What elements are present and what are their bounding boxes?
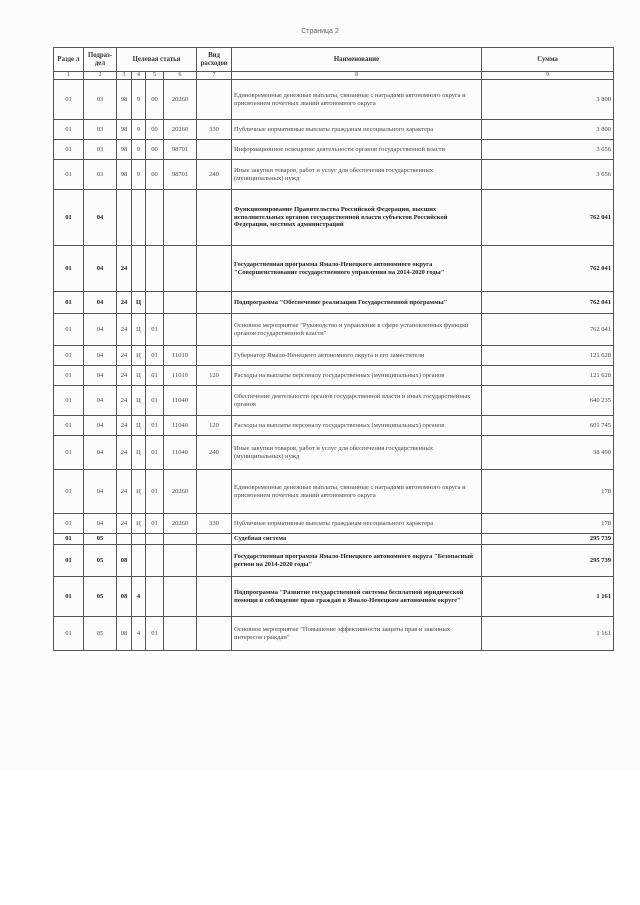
- cell-sum: 178: [482, 514, 614, 534]
- cell-direction: 20260: [164, 470, 197, 514]
- cell-podrazdel: 04: [84, 314, 117, 346]
- cell-expense-type: [197, 386, 232, 416]
- cell-expense-type: [197, 617, 232, 651]
- cell-name: Иные закупки товаров, работ и услуг для обеспечения государственных (муниципальных) нужд: [232, 160, 482, 190]
- cell-sum: 121 628: [482, 366, 614, 386]
- cell-sum: 3 656: [482, 160, 614, 190]
- cell-razdel: 01: [54, 190, 84, 246]
- header-podrazdel: Подраз- дел: [84, 48, 117, 72]
- cell-program: 08: [117, 545, 132, 577]
- cell-sum: 3 800: [482, 80, 614, 120]
- cell-razdel: 01: [54, 292, 84, 314]
- cell-sum: 601 745: [482, 416, 614, 436]
- header-name: Наименование: [232, 48, 482, 72]
- cell-expense-type: [197, 577, 232, 617]
- cell-program: 24: [117, 366, 132, 386]
- cell-razdel: 01: [54, 246, 84, 292]
- cell-subprogram: 9: [132, 80, 146, 120]
- cell-program: 24: [117, 346, 132, 366]
- cell-name: Публичные нормативные выплаты гражданам несоциального характера: [232, 514, 482, 534]
- cell-program: 08: [117, 617, 132, 651]
- cell-program: 24: [117, 416, 132, 436]
- cell-expense-type: 240: [197, 436, 232, 470]
- cell-podrazdel: 03: [84, 160, 117, 190]
- cell-sum: 3 656: [482, 140, 614, 160]
- cell-event: 00: [146, 80, 164, 120]
- cell-event: [146, 246, 164, 292]
- cell-expense-type: [197, 346, 232, 366]
- col-number: 7: [197, 72, 232, 80]
- col-number: 5: [146, 72, 164, 80]
- cell-program: 24: [117, 514, 132, 534]
- cell-razdel: 01: [54, 617, 84, 651]
- cell-razdel: 01: [54, 120, 84, 140]
- cell-event: 01: [146, 314, 164, 346]
- cell-program: 98: [117, 140, 132, 160]
- cell-event: [146, 534, 164, 545]
- cell-razdel: 01: [54, 514, 84, 534]
- cell-program: 98: [117, 80, 132, 120]
- cell-podrazdel: 04: [84, 190, 117, 246]
- cell-expense-type: 120: [197, 416, 232, 436]
- cell-program: 24: [117, 314, 132, 346]
- cell-direction: [164, 246, 197, 292]
- table-row: [54, 577, 614, 617]
- cell-direction: 98701: [164, 140, 197, 160]
- col-number: 2: [84, 72, 117, 80]
- cell-direction: [164, 617, 197, 651]
- cell-razdel: 01: [54, 346, 84, 366]
- cell-expense-type: [197, 314, 232, 346]
- col-number: 6: [164, 72, 197, 80]
- cell-sum: 178: [482, 470, 614, 514]
- cell-podrazdel: 03: [84, 80, 117, 120]
- cell-subprogram: Ц: [132, 366, 146, 386]
- cell-event: 00: [146, 160, 164, 190]
- table-row: [54, 416, 614, 436]
- cell-podrazdel: 03: [84, 120, 117, 140]
- cell-subprogram: 9: [132, 120, 146, 140]
- cell-name: Государственная программа Ямало-Ненецкого автономного округа "Безопасный регион на 2014-2020 годы": [232, 545, 482, 577]
- cell-program: [117, 190, 132, 246]
- cell-expense-type: 240: [197, 160, 232, 190]
- cell-subprogram: [132, 246, 146, 292]
- cell-direction: 11010: [164, 366, 197, 386]
- table-row: [54, 436, 614, 470]
- cell-name: Расходы на выплаты персоналу государственных (муниципальных) органов: [232, 416, 482, 436]
- cell-direction: [164, 577, 197, 617]
- cell-expense-type: 330: [197, 514, 232, 534]
- cell-podrazdel: 04: [84, 246, 117, 292]
- cell-subprogram: [132, 534, 146, 545]
- header-target-article: Целевая статья: [117, 48, 197, 72]
- cell-expense-type: [197, 190, 232, 246]
- cell-sum: 38 490: [482, 436, 614, 470]
- cell-expense-type: [197, 80, 232, 120]
- cell-podrazdel: 05: [84, 534, 117, 545]
- cell-expense-type: 120: [197, 366, 232, 386]
- cell-razdel: 01: [54, 140, 84, 160]
- cell-event: [146, 292, 164, 314]
- cell-podrazdel: 04: [84, 514, 117, 534]
- table-row: [54, 617, 614, 651]
- table-row: [54, 190, 614, 246]
- cell-direction: 20260: [164, 514, 197, 534]
- cell-name: Основное мероприятие "Руководство и управление в сфере установленных функций органов государственной власти": [232, 314, 482, 346]
- col-number: 1: [54, 72, 84, 80]
- table-row: [54, 514, 614, 534]
- cell-direction: [164, 314, 197, 346]
- cell-expense-type: [197, 545, 232, 577]
- cell-razdel: 01: [54, 80, 84, 120]
- table-row: [54, 386, 614, 416]
- cell-name: Подпрограмма "Обеспечение реализации Государственной программы": [232, 292, 482, 314]
- cell-name: Единовременные денежные выплаты, связанные с наградами автономного округа и присвоением почетных званий автономного округа: [232, 470, 482, 514]
- column-number-row: [54, 72, 614, 80]
- cell-direction: [164, 190, 197, 246]
- cell-event: 00: [146, 140, 164, 160]
- cell-subprogram: Ц: [132, 314, 146, 346]
- cell-razdel: 01: [54, 160, 84, 190]
- cell-direction: [164, 292, 197, 314]
- cell-sum: 1 161: [482, 577, 614, 617]
- table-row: [54, 140, 614, 160]
- cell-podrazdel: 05: [84, 577, 117, 617]
- cell-direction: 98701: [164, 160, 197, 190]
- cell-expense-type: [197, 246, 232, 292]
- cell-direction: 11010: [164, 346, 197, 366]
- page-number-label: Страница 2: [301, 28, 339, 35]
- cell-direction: [164, 545, 197, 577]
- cell-event: 01: [146, 470, 164, 514]
- col-number: 9: [482, 72, 614, 80]
- cell-event: 01: [146, 386, 164, 416]
- cell-event: 01: [146, 366, 164, 386]
- table-row: [54, 346, 614, 366]
- cell-podrazdel: 04: [84, 366, 117, 386]
- cell-sum: 762 041: [482, 246, 614, 292]
- cell-event: 01: [146, 346, 164, 366]
- cell-expense-type: [197, 470, 232, 514]
- cell-event: 00: [146, 120, 164, 140]
- cell-name: Единовременные денежные выплаты, связанные с наградами автономного округа и присвоением почетных званий автономного округа: [232, 80, 482, 120]
- cell-razdel: 01: [54, 545, 84, 577]
- cell-sum: 640 235: [482, 386, 614, 416]
- cell-expense-type: [197, 292, 232, 314]
- cell-subprogram: Ц: [132, 514, 146, 534]
- cell-name: Судебная система: [232, 534, 482, 545]
- cell-podrazdel: 04: [84, 292, 117, 314]
- col-number: 3: [117, 72, 132, 80]
- table-row: [54, 80, 614, 120]
- cell-event: [146, 577, 164, 617]
- header-expense-type: Вид расходов: [197, 48, 232, 72]
- cell-program: 24: [117, 436, 132, 470]
- table-row: [54, 246, 614, 292]
- cell-podrazdel: 04: [84, 386, 117, 416]
- cell-razdel: 01: [54, 314, 84, 346]
- cell-sum: 762 041: [482, 190, 614, 246]
- cell-subprogram: Ц: [132, 470, 146, 514]
- cell-subprogram: [132, 545, 146, 577]
- cell-sum: 295 739: [482, 545, 614, 577]
- cell-name: Функционирование Правительства Российской Федерации, высших исполнительных органов государственной власти субъектов Российской Федерации, местных администраций: [232, 190, 482, 246]
- cell-podrazdel: 04: [84, 436, 117, 470]
- cell-name: Информационное освещение деятельности органов государственной власти: [232, 140, 482, 160]
- table-row: [54, 534, 614, 545]
- cell-direction: 11040: [164, 416, 197, 436]
- table-row: [54, 545, 614, 577]
- table-row: [54, 314, 614, 346]
- cell-subprogram: 4: [132, 617, 146, 651]
- col-number: 4: [132, 72, 146, 80]
- cell-sum: 121 628: [482, 346, 614, 366]
- cell-name: Основное мероприятие "Повышение эффективности защиты прав и законных интересов граждан": [232, 617, 482, 651]
- cell-subprogram: Ц: [132, 386, 146, 416]
- cell-podrazdel: 05: [84, 617, 117, 651]
- cell-podrazdel: 04: [84, 416, 117, 436]
- cell-name: Подпрограмма "Развитие государственной системы бесплатной юридической помощи и соблюдение прав граждан в Ямало-Ненецком автономном округе": [232, 577, 482, 617]
- cell-expense-type: [197, 140, 232, 160]
- cell-razdel: 01: [54, 470, 84, 514]
- cell-name: Публичные нормативные выплаты гражданам несоциального характера: [232, 120, 482, 140]
- cell-sum: 3 800: [482, 120, 614, 140]
- cell-podrazdel: 04: [84, 346, 117, 366]
- cell-razdel: 01: [54, 416, 84, 436]
- cell-subprogram: Ц: [132, 416, 146, 436]
- cell-subprogram: 9: [132, 140, 146, 160]
- table-row: [54, 292, 614, 314]
- table-row: [54, 366, 614, 386]
- cell-event: 01: [146, 416, 164, 436]
- cell-razdel: 01: [54, 386, 84, 416]
- cell-name: Государственная программа Ямало-Ненецкого автономного округа "Совершенствование государственного управления на 2014-2020 годы": [232, 246, 482, 292]
- cell-razdel: 01: [54, 366, 84, 386]
- cell-razdel: 01: [54, 577, 84, 617]
- cell-program: 08: [117, 577, 132, 617]
- cell-program: 24: [117, 292, 132, 314]
- table-row: [54, 470, 614, 514]
- cell-direction: [164, 534, 197, 545]
- cell-sum: 762 041: [482, 292, 614, 314]
- blank-margin: [0, 770, 640, 905]
- cell-name: Обеспечение деятельности органов государственной власти и иных государственных органов: [232, 386, 482, 416]
- cell-subprogram: Ц: [132, 292, 146, 314]
- cell-program: 24: [117, 470, 132, 514]
- cell-razdel: 01: [54, 436, 84, 470]
- cell-subprogram: 9: [132, 160, 146, 190]
- cell-subprogram: [132, 190, 146, 246]
- table-row: [54, 120, 614, 140]
- cell-podrazdel: 05: [84, 545, 117, 577]
- table-header-row: [54, 48, 614, 72]
- cell-subprogram: 4: [132, 577, 146, 617]
- cell-sum: 762 041: [482, 314, 614, 346]
- cell-program: 24: [117, 386, 132, 416]
- cell-name: Губернатор Ямало-Ненецкого автономного округа и его заместители: [232, 346, 482, 366]
- cell-event: 01: [146, 617, 164, 651]
- cell-name: Иные закупки товаров, работ и услуг для обеспечения государственных (муниципальных) нужд: [232, 436, 482, 470]
- cell-direction: 20260: [164, 80, 197, 120]
- cell-expense-type: [197, 534, 232, 545]
- col-number: 8: [232, 72, 482, 80]
- header-razdel: Разде л: [54, 48, 84, 72]
- cell-expense-type: 330: [197, 120, 232, 140]
- table-row: [54, 160, 614, 190]
- budget-table: [53, 47, 614, 651]
- table-body: [54, 80, 614, 651]
- cell-event: [146, 190, 164, 246]
- cell-event: 01: [146, 436, 164, 470]
- cell-sum: 1 161: [482, 617, 614, 651]
- cell-sum: 295 739: [482, 534, 614, 545]
- cell-program: 98: [117, 120, 132, 140]
- cell-program: [117, 534, 132, 545]
- header-sum: Сумма: [482, 48, 614, 72]
- cell-program: 24: [117, 246, 132, 292]
- cell-podrazdel: 03: [84, 140, 117, 160]
- cell-name: Расходы на выплаты персоналу государственных (муниципальных) органов: [232, 366, 482, 386]
- cell-direction: 11040: [164, 436, 197, 470]
- cell-subprogram: Ц: [132, 436, 146, 470]
- cell-podrazdel: 04: [84, 470, 117, 514]
- cell-direction: 20260: [164, 120, 197, 140]
- cell-event: 01: [146, 514, 164, 534]
- cell-event: [146, 545, 164, 577]
- cell-subprogram: Ц: [132, 346, 146, 366]
- cell-program: 98: [117, 160, 132, 190]
- cell-direction: 11040: [164, 386, 197, 416]
- cell-razdel: 01: [54, 534, 84, 545]
